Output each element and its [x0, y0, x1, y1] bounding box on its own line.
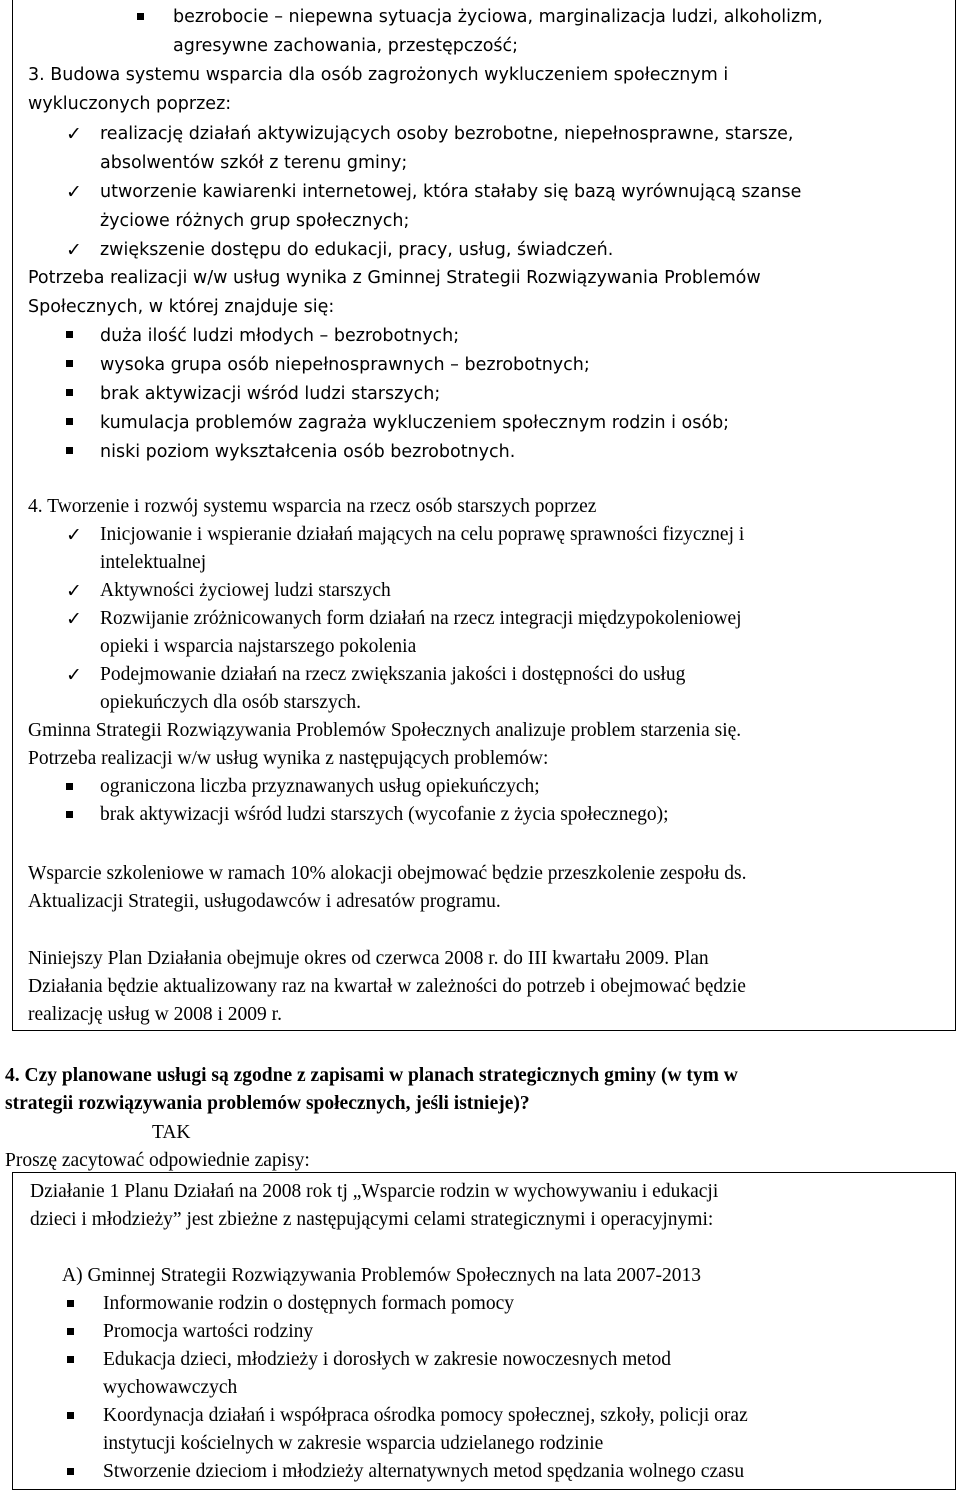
bullet-text: wysoka grupa osób niepełnosprawnych – bezrobotnych;: [100, 355, 590, 375]
subsection-heading: A) Gminnej Strategii Rozwiązywania Problemów Społecznych na lata 2007-2013: [62, 1265, 702, 1286]
paragraph-line: Gminna Strategii Rozwiązywania Problemów Społecznych analizuje problem starzenia się.: [28, 720, 742, 741]
checkmark-icon: ✓: [66, 608, 82, 630]
bullet-marker: [67, 1300, 74, 1307]
prompt-text: Proszę zacytować odpowiednie zapisy:: [5, 1150, 310, 1171]
bullet-marker: [67, 1328, 74, 1335]
bullet-text: Informowanie rodzin o dostępnych formach pomocy: [103, 1293, 515, 1314]
bullet-marker: [137, 13, 144, 20]
bullet-marker: [66, 331, 73, 338]
bullet-text: Edukacja dzieci, młodzieży i dorosłych w zakresie nowoczesnych metod: [103, 1349, 671, 1370]
check-item: intelektualnej: [100, 552, 207, 573]
check-item: życiowe różnych grup społecznych;: [100, 211, 410, 231]
bullet-text: agresywne zachowania, przestępczość;: [173, 36, 519, 56]
bullet-text: niski poziom wykształcenia osób bezrobotnych.: [100, 442, 516, 462]
section-heading: wykluczonych poprzez:: [28, 94, 232, 114]
checkmark-icon: ✓: [66, 181, 82, 203]
checkmark-icon: ✓: [66, 123, 82, 145]
bullet-text: instytucji kościelnych w zakresie wsparcia udzielanego rodzinie: [103, 1433, 604, 1454]
section-heading: 3. Budowa systemu wsparcia dla osób zagrożonych wykluczeniem społecznym i: [28, 65, 729, 85]
bullet-text: brak aktywizacji wśród ludzi starszych (wycofanie z życia społecznego);: [100, 804, 669, 825]
paragraph-line: realizację usług w 2008 i 2009 r.: [28, 1004, 282, 1025]
bullet-text: Promocja wartości rodziny: [103, 1321, 314, 1342]
bullet-text: brak aktywizacji wśród ludzi starszych;: [100, 384, 441, 404]
checkmark-icon: ✓: [66, 580, 82, 602]
check-item: realizację działań aktywizujących osoby bezrobotne, niepełnosprawne, starsze,: [100, 124, 794, 144]
bullet-marker: [67, 1468, 74, 1475]
paragraph-line: Działanie 1 Planu Działań na 2008 rok tj „Wsparcie rodzin w wychowywaniu i edukacji: [30, 1181, 719, 1202]
paragraph-line: Aktualizacji Strategii, usługodawców i adresatów programu.: [28, 891, 501, 912]
bullet-text: Stworzenie dzieciom i młodzieży alternatywnych metod spędzania wolnego czasu: [103, 1461, 745, 1482]
check-item: Rozwijanie zróżnicowanych form działań na rzecz integracji międzypokoleniowej: [100, 608, 742, 629]
paragraph-line: Potrzeba realizacji w/w usług wynika z następujących problemów:: [28, 748, 549, 769]
check-item: opiekuńczych dla osób starszych.: [100, 692, 362, 713]
bullet-marker: [67, 1412, 74, 1419]
answer-text: TAK: [152, 1122, 191, 1143]
paragraph-line: Społecznych, w której znajduje się:: [28, 297, 335, 317]
checkmark-icon: ✓: [66, 664, 82, 686]
bullet-text: duża ilość ludzi młodych – bezrobotnych;: [100, 326, 460, 346]
paragraph-line: Niniejszy Plan Działania obejmuje okres od czerwca 2008 r. do III kwartału 2009. Plan: [28, 948, 709, 969]
section-heading: 4. Tworzenie i rozwój systemu wsparcia na rzecz osób starszych poprzez: [28, 496, 597, 517]
check-item: Podejmowanie działań na rzecz zwiększania jakości i dostępności do usług: [100, 664, 686, 685]
bullet-text: Koordynacja działań i współpraca ośrodka pomocy społecznej, szkoły, policji oraz: [103, 1405, 748, 1426]
paragraph-line: Wsparcie szkoleniowe w ramach 10% alokacji obejmować będzie przeszkolenie zespołu ds.: [28, 863, 747, 884]
check-item: zwiększenie dostępu do edukacji, pracy, usług, świadczeń.: [100, 240, 614, 260]
checkmark-icon: ✓: [66, 239, 82, 261]
check-item: Inicjowanie i wspieranie działań mających na celu poprawę sprawności fizycznej i: [100, 524, 745, 545]
bullet-marker: [67, 1356, 74, 1363]
bullet-marker: [66, 360, 73, 367]
paragraph-line: Potrzeba realizacji w/w usług wynika z Gminnej Strategii Rozwiązywania Problemów: [28, 268, 761, 288]
bullet-marker: [66, 389, 73, 396]
bullet-text: bezrobocie – niepewna sytuacja życiowa, marginalizacja ludzi, alkoholizm,: [173, 7, 823, 27]
bullet-text: kumulacja problemów zagraża wykluczeniem społecznym rodzin i osób;: [100, 413, 730, 433]
bullet-marker: [66, 447, 73, 454]
question-heading: strategii rozwiązywania problemów społecznych, jeśli istnieje)?: [5, 1093, 530, 1114]
bullet-text: wychowawczych: [103, 1377, 238, 1398]
check-item: utworzenie kawiarenki internetowej, która stałaby się bazą wyrównującą szanse: [100, 182, 802, 202]
bullet-marker: [66, 418, 73, 425]
bullet-text: ograniczona liczba przyznawanych usług opiekuńczych;: [100, 776, 540, 797]
paragraph-line: Działania będzie aktualizowany raz na kwartał w zależności do potrzeb i obejmować będzie: [28, 976, 746, 997]
check-item: absolwentów szkół z terenu gminy;: [100, 153, 408, 173]
check-item: Aktywności życiowej ludzi starszych: [100, 580, 391, 601]
paragraph-line: dzieci i młodzieży” jest zbieżne z następującymi celami strategicznymi i operacyjnymi:: [30, 1209, 714, 1230]
bullet-marker: [66, 783, 73, 790]
bullet-marker: [66, 811, 73, 818]
checkmark-icon: ✓: [66, 524, 82, 546]
check-item: opieki i wsparcia najstarszego pokolenia: [100, 636, 417, 657]
question-heading: 4. Czy planowane usługi są zgodne z zapisami w planach strategicznych gminy (w tym w: [5, 1065, 738, 1086]
